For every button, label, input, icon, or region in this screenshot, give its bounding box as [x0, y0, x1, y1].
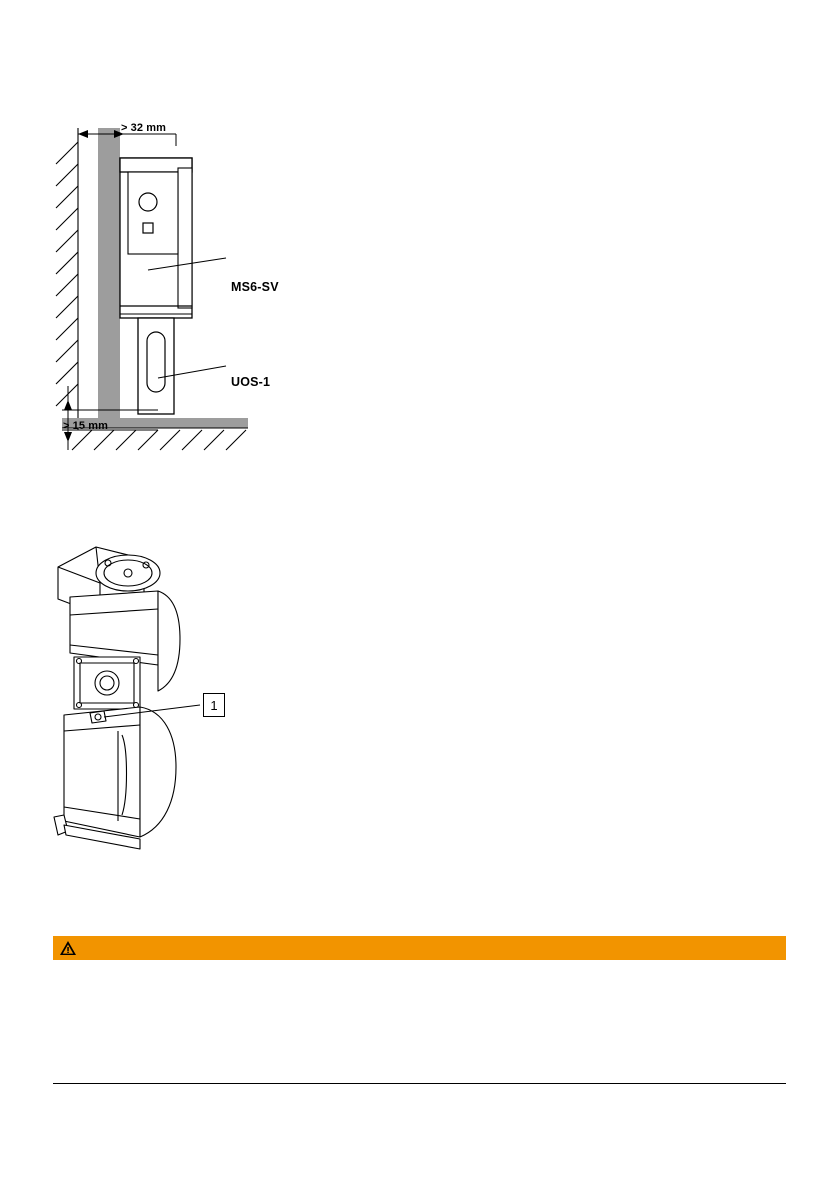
device-drawing-svg	[48, 535, 308, 865]
dimension-wall-clearance: > 32 mm	[121, 122, 167, 134]
item-number-callout-1: 1	[203, 693, 225, 717]
callout-label-uos-1: UOS-1	[231, 375, 271, 389]
warning-banner	[53, 936, 786, 960]
clearance-drawing-svg	[48, 110, 388, 470]
figure-wall-floor-clearance	[48, 110, 388, 470]
footer-divider	[53, 1083, 786, 1084]
dimension-floor-clearance: > 15 mm	[63, 420, 109, 432]
figure-device-detail	[48, 535, 308, 865]
warning-triangle-icon	[59, 940, 77, 956]
callout-label-ms6-sv: MS6-SV	[231, 280, 279, 294]
